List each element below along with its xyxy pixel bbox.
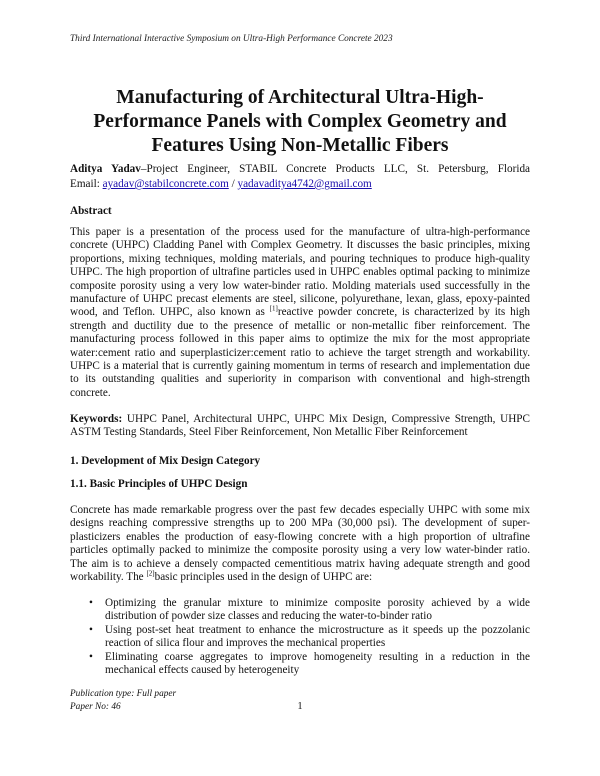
abstract-text-part: This paper is a presentation of the process used for the manufacture of ultra-high-performance concrete (UHPC) Cladding Panel with Complex Geometry. It discusses the basic principles, mixing proportions, mixing techniques, molding materials, and pouring techniques to produce high-quality UHPC. The high proportion of ultrafine particles used in UHPC enables optimal packing to minimize composite porosity using a very low water-binder ratio. Molding materials used successfully in the manufacture of UHPC precast elements are steel, silicone, polyurethane, lexan, glass, epoxy-painted wood, and Teflon. UHPC, also known as xyxy=(70,226,530,319)
abstract-text-part: reactive powder concrete, is characterized by its high strength and ductility due to the presence of metallic or non-metallic fiber reinforcement. The manufacturing process followed in this paper aims to optimize the mix for the most appropriate water:cement ratio and superplasticizer:cement ratio to achieve the target strength and workability. UHPC is a material that is currently gaining momentum in terms of research and implementation due to its outstanding qualities and superiority in comparison with conventional and high-strength concrete. xyxy=(70,306,530,399)
citation-ref: [2] xyxy=(146,569,155,578)
email-separator: / xyxy=(228,178,238,190)
body-paragraph xyxy=(70,504,530,584)
keywords-label: Keywords: xyxy=(70,413,123,425)
title-line: Performance Panels with Complex Geometry and xyxy=(93,111,507,132)
body-text-part: Concrete has made remarkable progress over the past few decades especially UHPC with some mix designs reaching compressive strengths up to 200 MPa (30,000 psi). The development of super-plasticizers enables the production of easy-flowing concrete with a high proportion of ultrafine particles optimally packed to minimize the composite porosity using a very low water-binder ratio. The aim is to achieve a densely compacted cementitious matrix having adequate strength and good workability. The xyxy=(70,504,530,584)
bullet-icon: • xyxy=(89,597,93,609)
list-item-text: Optimizing the granular mixture to minimize composite porosity achieved by a wide distribution of powder size classes and reducing the water-to-binder ratio xyxy=(105,597,530,623)
list-item xyxy=(70,597,530,624)
title-line: Features Using Non-Metallic Fibers xyxy=(151,135,449,156)
abstract-heading: Abstract xyxy=(70,205,112,217)
section-heading: 1. Development of Mix Design Category xyxy=(70,455,261,467)
subsection-heading: 1.1. Basic Principles of UHPC Design xyxy=(70,478,248,490)
bullet-icon: • xyxy=(89,650,93,663)
page-number: 1 xyxy=(297,701,303,712)
list-item-text: Using post-set heat treatment to enhance the microstructure as it speeds up the pozzolanic reaction of silica flour and improves the mechanical properties xyxy=(105,623,530,650)
bullet-list xyxy=(70,597,530,677)
bullet-icon: • xyxy=(89,623,93,636)
keywords-text: UHPC Panel, Architectural UHPC, UHPC Mix Design, Compressive Strength, UHPC ASTM Testing Standards, Steel Fiber Reinforcement, Non Metallic Fiber Reinforcement xyxy=(70,413,530,439)
author-block xyxy=(70,162,530,192)
list-item xyxy=(70,624,530,651)
paper-number: Paper No: 46 xyxy=(70,701,121,712)
email-label: Email: xyxy=(70,178,103,190)
email-link-secondary[interactable]: yadavaditya4742@gmail.com xyxy=(237,178,372,190)
body-text-part: basic principles used in the design of UHPC are: xyxy=(154,571,373,584)
author-affiliation: –Project Engineer, STABIL Concrete Products LLC, St. Petersburg, Florida xyxy=(140,163,531,175)
list-item-text: Eliminating coarse aggregates to improve homogeneity resulting in a reduction in the mechanical effects caused by heterogeneity xyxy=(105,650,530,677)
author-name: Aditya Yadav xyxy=(70,163,141,175)
list-item xyxy=(70,651,530,678)
title-line: Manufacturing of Architectural Ultra-High- xyxy=(116,87,484,108)
paper-title xyxy=(70,86,530,158)
author-line xyxy=(70,162,530,177)
keywords xyxy=(70,413,530,440)
email-line xyxy=(70,177,530,192)
running-header: Third International Interactive Symposium on Ultra-High Performance Concrete 2023 xyxy=(70,34,393,44)
publication-type: Publication type: Full paper xyxy=(70,689,177,699)
abstract-text xyxy=(70,226,530,400)
citation-ref: [1] xyxy=(269,304,278,313)
email-link-primary[interactable]: ayadav@stabilconcrete.com xyxy=(102,178,229,190)
